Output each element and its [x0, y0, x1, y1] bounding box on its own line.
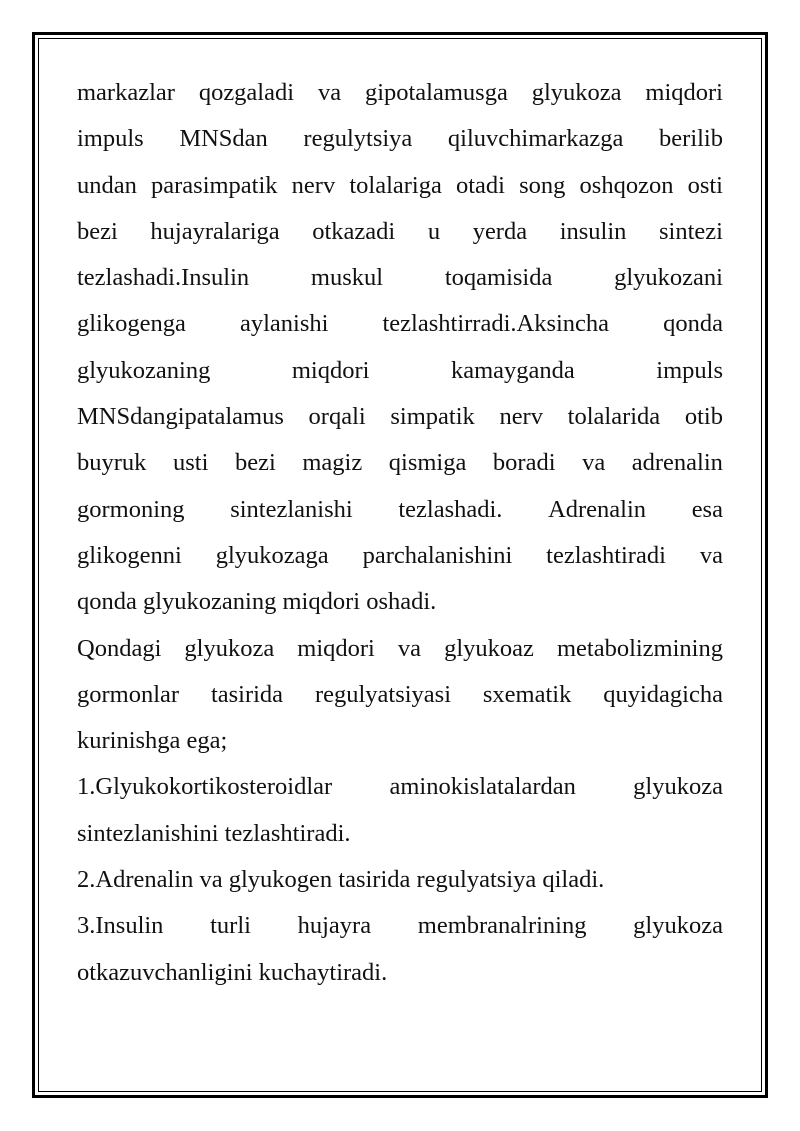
word: bezi: [77, 217, 118, 245]
word: tolalariga: [349, 171, 442, 199]
word: 3.Insulin: [77, 912, 164, 940]
word: insulin: [559, 217, 627, 245]
word: berilib: [659, 125, 723, 153]
word: osti: [687, 171, 723, 199]
word: nerv: [291, 171, 336, 199]
word: nerv: [499, 403, 543, 431]
word: Adrenalin: [548, 495, 647, 523]
text-line: kurinishga ega;: [77, 727, 228, 755]
word: otib: [684, 403, 723, 431]
word: boradi: [492, 449, 556, 477]
word: glikogenga: [77, 310, 186, 338]
text-line: [77, 394, 723, 440]
word: otadi: [455, 171, 505, 199]
word: tolalarida: [567, 403, 661, 431]
word: qiluvchimarkazga: [447, 125, 624, 153]
text-line: [77, 764, 723, 810]
word: gipotalamusga: [364, 79, 508, 106]
text-line: [77, 163, 723, 209]
word: aylanishi: [239, 310, 329, 338]
document-body: [77, 70, 723, 996]
word: impuls: [656, 356, 723, 384]
word: sintezi: [659, 217, 723, 245]
word: va: [397, 634, 422, 662]
text-line: [77, 70, 723, 116]
word: glyukoza: [531, 79, 622, 106]
word: regulyatsiyasi: [314, 680, 452, 708]
word: quyidagicha: [603, 680, 723, 708]
word: adrenalin: [631, 449, 723, 477]
word: qozgaladi: [198, 79, 295, 106]
text-line: [77, 487, 723, 533]
word: bezi: [234, 449, 276, 477]
word: oshqozon: [579, 171, 674, 199]
text-line: sintezlanishini tezlashtiradi.: [77, 819, 351, 847]
word: va: [699, 541, 723, 569]
text-line: otkazuvchanligini kuchaytiradi.: [77, 958, 388, 986]
word: muskul: [310, 264, 384, 292]
word: parasimpatik: [151, 171, 278, 199]
word: tezlashtiradi: [546, 541, 666, 569]
word: buyruk: [77, 449, 147, 477]
word: glikogenni: [77, 541, 182, 569]
word: orqali: [308, 403, 366, 431]
word: simpatik: [390, 403, 475, 431]
word: esa: [691, 495, 723, 523]
word: glyukozani: [614, 264, 723, 292]
word: kamayganda: [450, 356, 575, 384]
word: va: [317, 79, 342, 106]
word: aminokislatalardan: [389, 773, 576, 801]
word: tezlashadi.: [398, 495, 503, 523]
word: membranalrining: [417, 912, 587, 940]
word: Qondagi: [77, 634, 162, 662]
word: otkazadi: [312, 217, 396, 245]
word: undan: [77, 171, 137, 199]
text-line: qonda glyukozaning miqdori oshadi.: [77, 588, 437, 616]
word: hujayra: [297, 912, 372, 940]
word: glyukoza: [184, 634, 275, 662]
text-line: [77, 626, 723, 672]
word: impuls: [77, 125, 144, 153]
text-line: [77, 672, 723, 718]
word: sxematik: [482, 680, 572, 708]
text-line: [77, 209, 723, 255]
word: gormonlar: [77, 680, 180, 708]
text-line: 2.Adrenalin va glyukogen tasirida regulyatsiya qiladi.: [77, 866, 605, 894]
word: glyukozaning: [77, 356, 211, 384]
text-line: [77, 348, 723, 394]
word: tasirida: [210, 680, 284, 708]
word: hujayralariga: [150, 217, 280, 245]
word: sintezlanishi: [230, 495, 353, 523]
word: tezlashtirradi.Aksincha: [382, 310, 610, 338]
word: glyukozaga: [215, 541, 329, 569]
word: miqdori: [645, 79, 723, 106]
text-line: [77, 116, 723, 162]
text-line: [77, 255, 723, 301]
word: magiz: [302, 449, 363, 477]
word: MNSdan: [179, 125, 268, 153]
word: yerda: [472, 217, 528, 245]
text-line: [77, 903, 723, 949]
word: metabolizmining: [556, 634, 723, 662]
word: glyukoza: [633, 773, 723, 801]
word: toqamisida: [444, 264, 553, 292]
word: markazlar: [77, 79, 175, 106]
word: regulytsiya: [303, 125, 413, 153]
word: glyukoza: [633, 912, 723, 940]
word: gormoning: [77, 495, 185, 523]
word: va: [582, 449, 606, 477]
word: parchalanishini: [362, 541, 513, 569]
word: glyukoaz: [444, 634, 534, 662]
word: 1.Glyukokortikosteroidlar: [77, 773, 333, 801]
word: tezlashadi.Insulin: [77, 264, 250, 292]
word: u: [427, 217, 441, 245]
word: qismiga: [388, 449, 467, 477]
text-line: [77, 301, 723, 347]
word: miqdori: [291, 356, 370, 384]
word: miqdori: [297, 634, 375, 662]
text-line: [77, 533, 723, 579]
word: qonda: [663, 310, 723, 338]
word: usti: [172, 449, 209, 477]
word: MNSdangipatalamus: [77, 403, 284, 431]
text-line: [77, 440, 723, 486]
word: turli: [210, 912, 251, 940]
word: song: [519, 171, 566, 199]
